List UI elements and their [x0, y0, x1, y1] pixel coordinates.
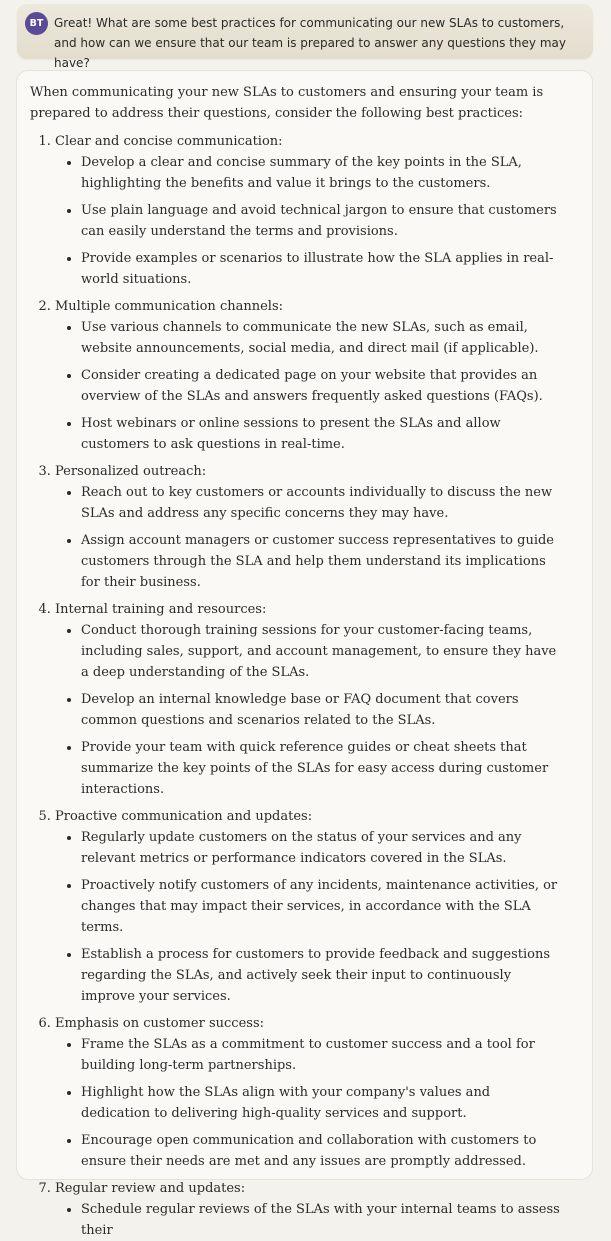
section-title: Regular review and updates: — [55, 1181, 246, 1196]
section-points — [55, 620, 562, 800]
bullet-point: • Develop a clear and concise summary of the key points in the SLA, highlighting the benefits and value it brings to the customers. — [81, 152, 562, 194]
assistant-intro: When communicating your new SLAs to customers and ensuring your team is prepared to address their questions, consider the following best practices: — [30, 85, 544, 121]
bullet-point: • Frame the SLAs as a commitment to customer success and a tool for building long-term partnerships. — [81, 1034, 562, 1076]
bullet-point: • Reach out to key customers or accounts individually to discuss the new SLAs and address any specific concerns they may have. — [81, 482, 562, 524]
bullet-point: • Use plain language and avoid technical jargon to ensure that customers can easily understand the terms and provisions. — [81, 200, 562, 242]
bullet-point: • Provide your team with quick reference guides or cheat sheets that summarize the key points of the SLAs for easy access during customer interactions. — [81, 737, 562, 800]
practice-section — [55, 131, 562, 290]
bullet-point: • Schedule regular reviews of the SLAs with your internal teams to assess their — [81, 1199, 562, 1241]
bullet-point: • Host webinars or online sessions to present the SLAs and allow customers to ask questions in real-time. — [81, 413, 562, 455]
section-points — [55, 1034, 562, 1172]
bullet-point: • Regularly update customers on the status of your services and any relevant metrics or performance indicators covered in the SLAs. — [81, 827, 562, 869]
section-points — [55, 482, 562, 593]
section-points — [55, 317, 562, 455]
user-avatar: BT — [25, 12, 48, 35]
section-points — [55, 1199, 562, 1241]
bullet-point: • Establish a process for customers to provide feedback and suggestions regarding the SLAs, and actively seek their input to continuously improve your services. — [81, 944, 562, 1007]
bullet-point: • Conduct thorough training sessions for your customer-facing teams, including sales, support, and account management, to ensure they have a deep understanding of the SLAs. — [81, 620, 562, 683]
assistant-message — [16, 70, 593, 1238]
practices-list — [30, 131, 562, 1241]
user-message-text: Great! What are some best practices for communicating our new SLAs to customers, and how can we ensure that our team is prepared to answer any questions they may have? — [54, 16, 566, 70]
section-title: Proactive communication and updates: — [55, 809, 313, 824]
practice-section — [55, 296, 562, 455]
section-title: Clear and concise communication: — [55, 134, 283, 149]
bullet-point: • Proactively notify customers of any incidents, maintenance activities, or changes that may impact their services, in accordance with the SLA terms. — [81, 875, 562, 938]
practice-section — [55, 1013, 562, 1172]
practice-section — [55, 461, 562, 593]
section-points — [55, 152, 562, 290]
section-points — [55, 827, 562, 1007]
section-title: Multiple communication channels: — [55, 299, 283, 314]
bullet-point: • Use various channels to communicate the new SLAs, such as email, website announcements, social media, and direct mail (if applicable). — [81, 317, 562, 359]
section-title: Internal training and resources: — [55, 602, 267, 617]
bullet-point: • Highlight how the SLAs align with your company's values and dedication to delivering high-quality services and support. — [81, 1082, 562, 1124]
section-title: Personalized outreach: — [55, 464, 207, 479]
bullet-point: • Develop an internal knowledge base or FAQ document that covers common questions and scenarios related to the SLAs. — [81, 689, 562, 731]
practice-section — [55, 806, 562, 1007]
user-message — [17, 4, 593, 70]
bullet-point: • Consider creating a dedicated page on your website that provides an overview of the SLAs and answers frequently asked questions (FAQs). — [81, 365, 562, 407]
section-title: Emphasis on customer success: — [55, 1016, 264, 1031]
practice-section — [55, 599, 562, 800]
bullet-point: • Provide examples or scenarios to illustrate how the SLA applies in real-world situations. — [81, 248, 562, 290]
bullet-point: • Encourage open communication and collaboration with customers to ensure their needs are met and any issues are promptly addressed. — [81, 1130, 562, 1172]
bullet-point: • Assign account managers or customer success representatives to guide customers through the SLA and help them understand its implications for their business. — [81, 530, 562, 593]
practice-section — [55, 1178, 562, 1241]
